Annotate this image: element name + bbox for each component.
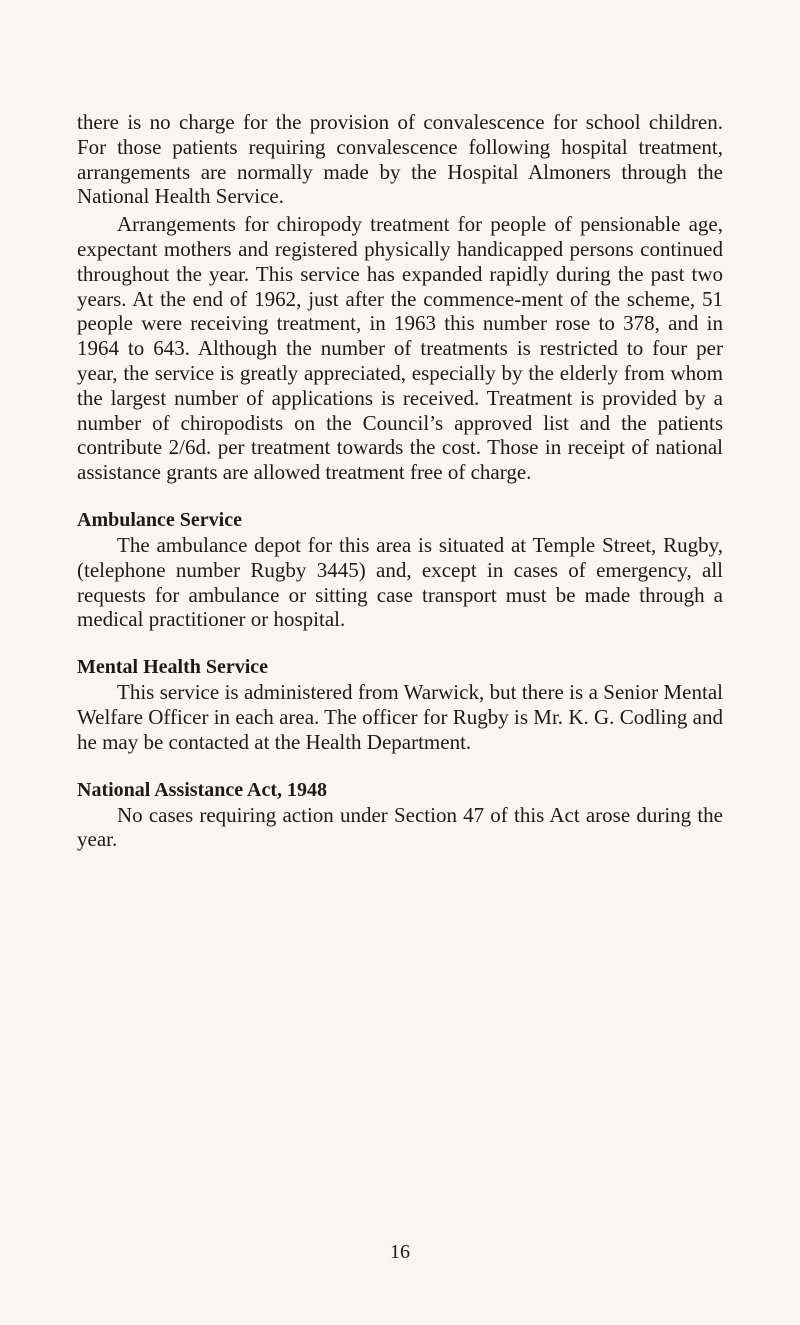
section-mental-health — [77, 654, 723, 754]
document-page — [77, 110, 723, 852]
heading-mental-health-service: Mental Health Service — [77, 656, 269, 679]
section-national-assistance — [77, 777, 723, 853]
paragraph-convalescence: there is no charge for the provision of convalescence for school children. For those patients requiring convalescence following hospital treatment, arrangements are normally made by the Hospital Almoners through the National Health Service. — [77, 110, 723, 209]
paragraph-chiropody: Arrangements for chiropody treatment for people of pensionable age, expectant mothers and registered physically handicapped persons continued throughout the year. This service has expanded rapidly during the past two years. At the end of 1962, just after the commence-ment of the scheme, 51 people were receiving treatment, in 1963 this number rose to 378, and in 1964 to 643. Although the number of treatments is restricted to four per year, the service is greatly appreciated, especially by the elderly from whom the largest number of applications is received. Treatment is provided by a number of chiropodists on the Council’s approved list and the patients contribute 2/6d. per treatment towards the cost. Those in receipt of national assistance grants are allowed treatment free of charge. — [77, 212, 723, 485]
heading-national-assistance-act: National Assistance Act, 1948 — [77, 778, 327, 801]
paragraph-national-assistance: No cases requiring action under Section 47 of this Act arose during the year. — [77, 802, 723, 852]
section-ambulance — [77, 507, 723, 632]
paragraph-mental-health: This service is administered from Warwick, but there is a Senior Mental Welfare Officer in each area. The officer for Rugby is Mr. K. G. Codling and he may be contacted at the Health Department. — [77, 680, 723, 754]
paragraph-ambulance: The ambulance depot for this area is situated at Temple Street, Rugby, (telephone number Rugby 3445) and, except in cases of emergency, all requests for ambulance or sitting case transport must be made through a medical practitioner or hospital. — [77, 532, 723, 632]
page-number: 16 — [390, 1241, 410, 1263]
heading-ambulance-service: Ambulance Service — [77, 508, 242, 531]
